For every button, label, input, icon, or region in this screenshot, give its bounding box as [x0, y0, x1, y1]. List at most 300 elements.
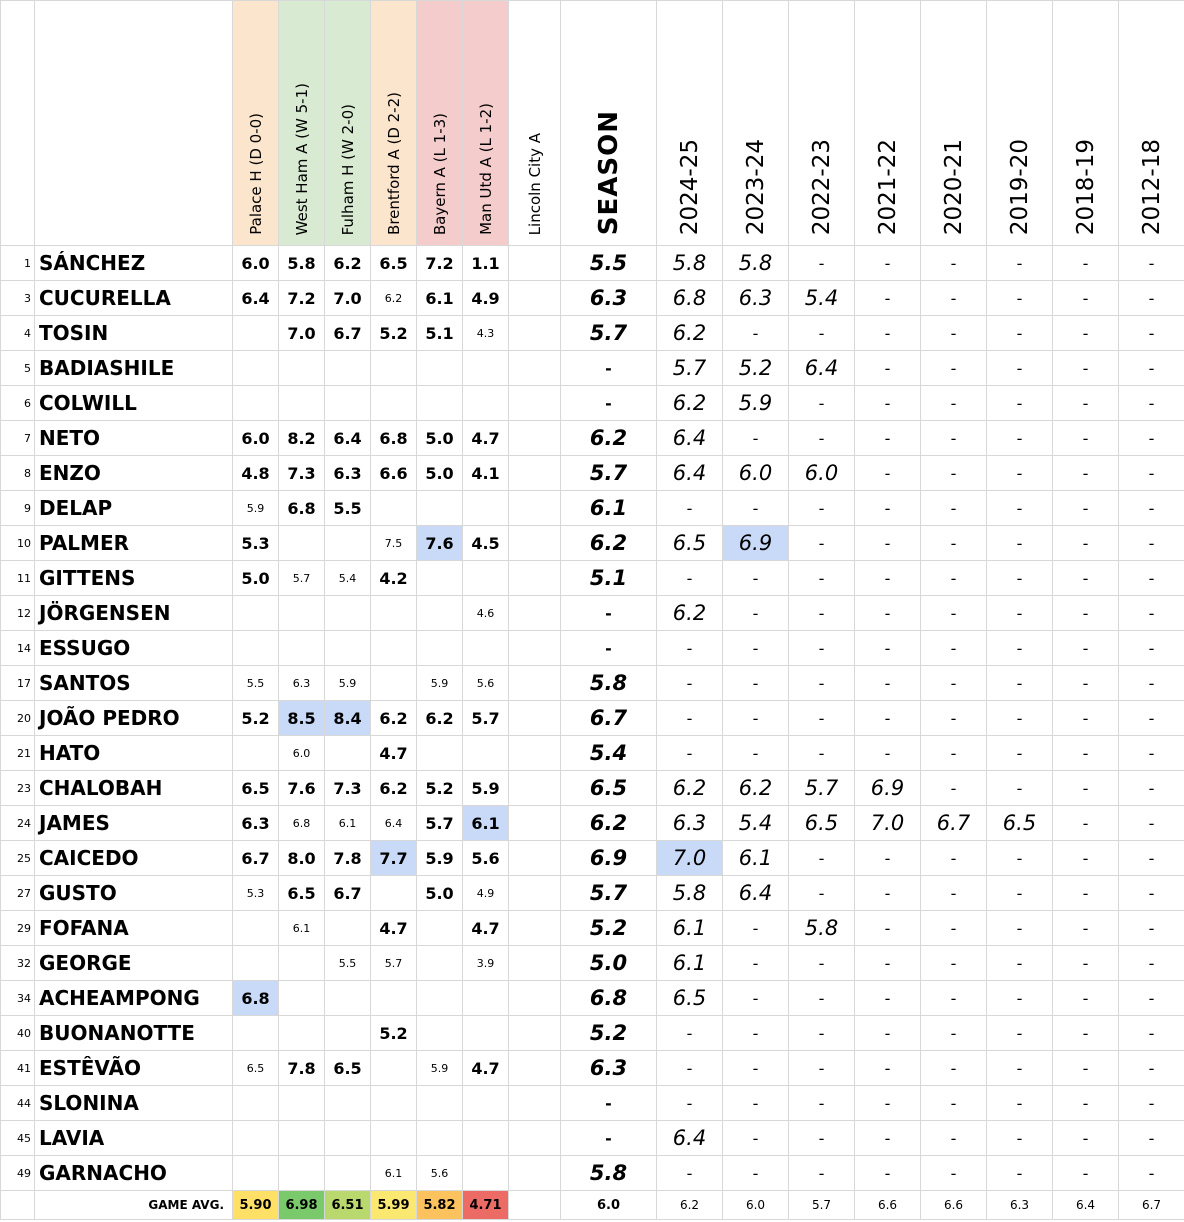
game-rating-cell[interactable] [371, 1121, 417, 1156]
game-rating-cell[interactable]: 6.6 [371, 456, 417, 491]
player-name[interactable]: HATO [35, 736, 233, 771]
year-rating-cell[interactable]: 6.1 [657, 946, 723, 981]
game-rating-cell[interactable] [509, 1156, 561, 1191]
player-name[interactable]: ACHEAMPONG [35, 981, 233, 1016]
squad-number[interactable]: 23 [1, 771, 35, 806]
game-rating-cell[interactable]: 5.2 [371, 1016, 417, 1051]
game-rating-cell[interactable] [463, 1016, 509, 1051]
game-rating-cell[interactable] [509, 421, 561, 456]
game-rating-cell[interactable] [417, 911, 463, 946]
year-rating-cell[interactable]: - [855, 526, 921, 561]
player-name[interactable]: CUCURELLA [35, 281, 233, 316]
year-rating-cell[interactable]: - [1119, 736, 1184, 771]
year-rating-cell[interactable]: 6.4 [723, 876, 789, 911]
game-rating-cell[interactable]: 5.2 [233, 701, 279, 736]
player-name[interactable]: JÖRGENSEN [35, 596, 233, 631]
year-rating-cell[interactable]: - [1053, 1051, 1119, 1086]
year-rating-cell[interactable]: - [1053, 561, 1119, 596]
year-rating-cell[interactable]: - [1053, 946, 1119, 981]
year-rating-cell[interactable]: - [855, 666, 921, 701]
year-rating-cell[interactable]: 6.3 [723, 281, 789, 316]
game-rating-cell[interactable]: 6.1 [463, 806, 509, 841]
season-rating-cell[interactable]: 5.7 [561, 456, 657, 491]
year-rating-cell[interactable]: - [1053, 631, 1119, 666]
game-rating-cell[interactable] [233, 946, 279, 981]
year-rating-cell[interactable]: - [921, 281, 987, 316]
year-rating-cell[interactable]: - [1119, 771, 1184, 806]
game-rating-cell[interactable] [233, 1121, 279, 1156]
game-rating-cell[interactable] [417, 386, 463, 421]
game-rating-cell[interactable] [325, 631, 371, 666]
game-rating-cell[interactable]: 5.9 [233, 491, 279, 526]
squad-number[interactable]: 10 [1, 526, 35, 561]
season-rating-cell[interactable]: 5.4 [561, 736, 657, 771]
season-rating-cell[interactable]: - [561, 386, 657, 421]
year-rating-cell[interactable]: - [1119, 246, 1184, 281]
game-average-cell[interactable]: 6.51 [325, 1191, 371, 1220]
year-rating-cell[interactable]: - [1119, 1121, 1184, 1156]
year-header[interactable] [723, 1, 789, 246]
game-rating-cell[interactable] [371, 1086, 417, 1121]
game-average-cell[interactable]: 4.71 [463, 1191, 509, 1220]
squad-number[interactable]: 3 [1, 281, 35, 316]
game-rating-cell[interactable] [279, 946, 325, 981]
game-rating-cell[interactable]: 4.7 [463, 1051, 509, 1086]
year-rating-cell[interactable]: - [1119, 561, 1184, 596]
year-rating-cell[interactable]: - [789, 1051, 855, 1086]
game-rating-cell[interactable]: 6.5 [233, 1051, 279, 1086]
year-header[interactable] [987, 1, 1053, 246]
year-rating-cell[interactable]: 6.5 [657, 981, 723, 1016]
year-rating-cell[interactable]: - [1119, 806, 1184, 841]
year-rating-cell[interactable]: - [723, 701, 789, 736]
year-rating-cell[interactable]: - [657, 491, 723, 526]
game-rating-cell[interactable] [509, 386, 561, 421]
year-rating-cell[interactable]: - [789, 1156, 855, 1191]
year-rating-cell[interactable]: 6.4 [789, 351, 855, 386]
game-rating-cell[interactable] [463, 561, 509, 596]
year-rating-cell[interactable]: 6.2 [723, 771, 789, 806]
squad-number[interactable]: 32 [1, 946, 35, 981]
game-rating-cell[interactable] [509, 246, 561, 281]
year-rating-cell[interactable]: - [789, 876, 855, 911]
year-rating-cell[interactable]: - [987, 946, 1053, 981]
game-rating-cell[interactable] [509, 701, 561, 736]
year-header[interactable] [1119, 1, 1184, 246]
game-rating-cell[interactable]: 5.9 [417, 666, 463, 701]
game-rating-cell[interactable]: 5.9 [463, 771, 509, 806]
squad-number[interactable]: 14 [1, 631, 35, 666]
year-rating-cell[interactable]: - [921, 981, 987, 1016]
season-rating-cell[interactable]: 6.2 [561, 806, 657, 841]
game-rating-cell[interactable] [509, 1086, 561, 1121]
game-rating-cell[interactable] [417, 1016, 463, 1051]
game-rating-cell[interactable] [233, 386, 279, 421]
game-rating-cell[interactable]: 5.3 [233, 876, 279, 911]
year-rating-cell[interactable]: - [723, 1086, 789, 1121]
year-rating-cell[interactable]: - [1119, 911, 1184, 946]
game-rating-cell[interactable] [509, 911, 561, 946]
player-name[interactable]: JAMES [35, 806, 233, 841]
game-rating-cell[interactable] [509, 281, 561, 316]
game-rating-cell[interactable]: 5.0 [233, 561, 279, 596]
game-rating-cell[interactable] [233, 911, 279, 946]
year-rating-cell[interactable]: - [855, 1016, 921, 1051]
player-name[interactable]: PALMER [35, 526, 233, 561]
year-rating-cell[interactable]: - [987, 631, 1053, 666]
year-rating-cell[interactable]: - [657, 701, 723, 736]
year-rating-cell[interactable]: - [1053, 246, 1119, 281]
year-rating-cell[interactable]: - [921, 596, 987, 631]
year-rating-cell[interactable]: 6.1 [723, 841, 789, 876]
year-rating-cell[interactable]: - [723, 1156, 789, 1191]
year-rating-cell[interactable]: - [723, 1051, 789, 1086]
game-rating-cell[interactable]: 4.1 [463, 456, 509, 491]
year-rating-cell[interactable]: 6.2 [657, 596, 723, 631]
year-rating-cell[interactable]: - [987, 841, 1053, 876]
game-rating-cell[interactable]: 6.1 [279, 911, 325, 946]
game-rating-cell[interactable] [325, 386, 371, 421]
year-rating-cell[interactable]: - [789, 1086, 855, 1121]
game-rating-cell[interactable]: 6.7 [325, 316, 371, 351]
player-name[interactable]: LAVIA [35, 1121, 233, 1156]
year-rating-cell[interactable]: - [921, 456, 987, 491]
year-rating-cell[interactable]: - [855, 281, 921, 316]
season-rating-cell[interactable]: 5.0 [561, 946, 657, 981]
game-rating-cell[interactable]: 6.8 [233, 981, 279, 1016]
game-rating-cell[interactable]: 7.8 [279, 1051, 325, 1086]
year-rating-cell[interactable]: - [1053, 1121, 1119, 1156]
player-name[interactable]: JOÃO PEDRO [35, 701, 233, 736]
year-rating-cell[interactable]: 5.9 [723, 386, 789, 421]
game-rating-cell[interactable]: 6.8 [371, 421, 417, 456]
season-rating-cell[interactable]: 6.3 [561, 281, 657, 316]
year-rating-cell[interactable]: - [987, 456, 1053, 491]
year-rating-cell[interactable]: - [1053, 1016, 1119, 1051]
game-rating-cell[interactable]: 5.8 [279, 246, 325, 281]
year-rating-cell[interactable]: - [1119, 1016, 1184, 1051]
game-rating-cell[interactable]: 5.2 [371, 316, 417, 351]
season-rating-cell[interactable]: 5.7 [561, 316, 657, 351]
year-rating-cell[interactable]: 6.4 [657, 456, 723, 491]
squad-number[interactable]: 11 [1, 561, 35, 596]
season-rating-cell[interactable]: - [561, 1121, 657, 1156]
game-rating-cell[interactable] [371, 596, 417, 631]
year-rating-cell[interactable]: 6.4 [657, 421, 723, 456]
game-rating-cell[interactable]: 4.8 [233, 456, 279, 491]
year-rating-cell[interactable]: - [1053, 1086, 1119, 1121]
squad-number[interactable]: 29 [1, 911, 35, 946]
year-rating-cell[interactable]: - [1119, 981, 1184, 1016]
year-rating-cell[interactable]: 5.7 [789, 771, 855, 806]
year-rating-cell[interactable]: - [855, 316, 921, 351]
game-rating-cell[interactable] [371, 351, 417, 386]
game-rating-cell[interactable]: 5.1 [417, 316, 463, 351]
game-rating-cell[interactable]: 5.0 [417, 421, 463, 456]
season-rating-cell[interactable]: 6.7 [561, 701, 657, 736]
year-rating-cell[interactable]: - [1119, 491, 1184, 526]
year-rating-cell[interactable]: - [723, 981, 789, 1016]
game-rating-cell[interactable] [325, 981, 371, 1016]
year-rating-cell[interactable]: 7.0 [657, 841, 723, 876]
year-rating-cell[interactable]: - [855, 1086, 921, 1121]
squad-number[interactable]: 4 [1, 316, 35, 351]
game-rating-cell[interactable] [509, 491, 561, 526]
year-rating-cell[interactable]: - [987, 491, 1053, 526]
game-rating-cell[interactable]: 4.6 [463, 596, 509, 631]
game-rating-cell[interactable] [325, 1016, 371, 1051]
year-rating-cell[interactable]: - [789, 386, 855, 421]
year-rating-cell[interactable]: - [921, 876, 987, 911]
year-rating-cell[interactable]: 6.9 [855, 771, 921, 806]
year-rating-cell[interactable]: - [921, 736, 987, 771]
game-rating-cell[interactable] [509, 456, 561, 491]
year-rating-cell[interactable]: - [921, 1121, 987, 1156]
year-rating-cell[interactable]: - [855, 631, 921, 666]
year-rating-cell[interactable]: - [855, 911, 921, 946]
year-rating-cell[interactable]: - [1053, 421, 1119, 456]
year-rating-cell[interactable]: - [657, 1086, 723, 1121]
squad-number[interactable]: 17 [1, 666, 35, 701]
year-rating-cell[interactable]: 5.8 [657, 876, 723, 911]
game-rating-cell[interactable]: 7.6 [417, 526, 463, 561]
year-rating-cell[interactable]: - [1053, 316, 1119, 351]
year-rating-cell[interactable]: - [921, 246, 987, 281]
game-rating-cell[interactable] [325, 1156, 371, 1191]
player-name[interactable]: CAICEDO [35, 841, 233, 876]
game-rating-cell[interactable] [463, 491, 509, 526]
game-rating-cell[interactable] [279, 596, 325, 631]
year-rating-cell[interactable]: - [855, 876, 921, 911]
year-rating-cell[interactable]: - [1119, 421, 1184, 456]
year-rating-cell[interactable]: 6.8 [657, 281, 723, 316]
year-rating-cell[interactable]: - [921, 561, 987, 596]
game-rating-cell[interactable]: 5.5 [325, 946, 371, 981]
year-rating-cell[interactable]: - [1053, 281, 1119, 316]
year-rating-cell[interactable]: 6.1 [657, 911, 723, 946]
year-rating-cell[interactable]: - [921, 316, 987, 351]
year-average-cell[interactable]: 5.7 [789, 1191, 855, 1220]
year-rating-cell[interactable]: - [1053, 806, 1119, 841]
game-rating-cell[interactable] [509, 316, 561, 351]
game-rating-cell[interactable] [233, 351, 279, 386]
game-rating-cell[interactable]: 6.2 [371, 771, 417, 806]
year-rating-cell[interactable]: - [987, 421, 1053, 456]
year-rating-cell[interactable]: - [789, 421, 855, 456]
year-rating-cell[interactable]: - [987, 876, 1053, 911]
year-rating-cell[interactable]: - [987, 981, 1053, 1016]
year-rating-cell[interactable]: - [789, 701, 855, 736]
year-rating-cell[interactable]: - [855, 1156, 921, 1191]
game-rating-cell[interactable] [371, 386, 417, 421]
game-rating-cell[interactable] [509, 526, 561, 561]
year-rating-cell[interactable]: - [789, 946, 855, 981]
year-rating-cell[interactable]: - [1119, 1156, 1184, 1191]
year-header[interactable] [789, 1, 855, 246]
game-rating-cell[interactable] [509, 946, 561, 981]
year-rating-cell[interactable]: - [1053, 736, 1119, 771]
year-rating-cell[interactable]: - [855, 561, 921, 596]
game-rating-cell[interactable]: 6.2 [371, 281, 417, 316]
year-rating-cell[interactable]: - [723, 316, 789, 351]
game-rating-cell[interactable] [325, 1121, 371, 1156]
season-rating-cell[interactable]: 6.9 [561, 841, 657, 876]
game-header[interactable] [371, 1, 417, 246]
game-rating-cell[interactable] [463, 981, 509, 1016]
game-rating-cell[interactable] [325, 736, 371, 771]
game-rating-cell[interactable]: 8.0 [279, 841, 325, 876]
year-rating-cell[interactable]: - [987, 771, 1053, 806]
game-header[interactable] [509, 1, 561, 246]
game-rating-cell[interactable] [417, 981, 463, 1016]
game-rating-cell[interactable] [233, 631, 279, 666]
year-rating-cell[interactable]: - [1119, 1051, 1184, 1086]
game-rating-cell[interactable]: 6.0 [233, 246, 279, 281]
year-rating-cell[interactable]: - [987, 561, 1053, 596]
year-rating-cell[interactable]: - [723, 561, 789, 596]
game-rating-cell[interactable] [417, 946, 463, 981]
game-rating-cell[interactable]: 6.4 [371, 806, 417, 841]
year-rating-cell[interactable]: - [987, 316, 1053, 351]
year-rating-cell[interactable]: - [1119, 316, 1184, 351]
player-name[interactable]: COLWILL [35, 386, 233, 421]
game-rating-cell[interactable]: 5.5 [325, 491, 371, 526]
year-rating-cell[interactable]: - [987, 666, 1053, 701]
year-rating-cell[interactable]: - [1119, 596, 1184, 631]
year-rating-cell[interactable]: - [921, 386, 987, 421]
year-rating-cell[interactable]: - [987, 526, 1053, 561]
year-rating-cell[interactable]: - [1053, 491, 1119, 526]
player-name[interactable]: NETO [35, 421, 233, 456]
game-rating-cell[interactable] [325, 596, 371, 631]
game-rating-cell[interactable] [279, 1016, 325, 1051]
game-rating-cell[interactable] [509, 841, 561, 876]
year-rating-cell[interactable]: 6.0 [723, 456, 789, 491]
game-rating-cell[interactable]: 6.8 [279, 806, 325, 841]
game-rating-cell[interactable] [279, 386, 325, 421]
year-rating-cell[interactable]: - [789, 666, 855, 701]
game-rating-cell[interactable]: 6.1 [371, 1156, 417, 1191]
game-rating-cell[interactable] [279, 526, 325, 561]
game-rating-cell[interactable]: 5.7 [279, 561, 325, 596]
game-rating-cell[interactable] [417, 1086, 463, 1121]
year-rating-cell[interactable]: - [1053, 596, 1119, 631]
year-rating-cell[interactable]: - [921, 771, 987, 806]
season-rating-cell[interactable]: 6.1 [561, 491, 657, 526]
game-rating-cell[interactable]: 6.3 [233, 806, 279, 841]
game-rating-cell[interactable] [509, 631, 561, 666]
season-rating-cell[interactable]: 6.2 [561, 421, 657, 456]
game-rating-cell[interactable] [463, 386, 509, 421]
player-name[interactable]: ENZO [35, 456, 233, 491]
season-rating-cell[interactable]: 5.2 [561, 1016, 657, 1051]
year-rating-cell[interactable]: - [855, 491, 921, 526]
game-rating-cell[interactable]: 5.0 [417, 876, 463, 911]
year-rating-cell[interactable]: 6.0 [789, 456, 855, 491]
game-rating-cell[interactable] [463, 631, 509, 666]
game-rating-cell[interactable] [371, 491, 417, 526]
year-rating-cell[interactable]: - [855, 351, 921, 386]
game-rating-cell[interactable]: 7.6 [279, 771, 325, 806]
game-rating-cell[interactable]: 6.7 [325, 876, 371, 911]
year-rating-cell[interactable]: - [855, 946, 921, 981]
year-rating-cell[interactable]: - [921, 1016, 987, 1051]
year-rating-cell[interactable]: 6.4 [657, 1121, 723, 1156]
game-rating-cell[interactable]: 5.9 [417, 841, 463, 876]
game-average-cell[interactable]: 5.90 [233, 1191, 279, 1220]
game-rating-cell[interactable]: 6.5 [325, 1051, 371, 1086]
player-name[interactable]: GITTENS [35, 561, 233, 596]
player-name[interactable]: SLONINA [35, 1086, 233, 1121]
squad-number[interactable]: 24 [1, 806, 35, 841]
season-rating-cell[interactable]: 6.8 [561, 981, 657, 1016]
year-rating-cell[interactable]: - [987, 736, 1053, 771]
year-rating-cell[interactable]: - [789, 246, 855, 281]
squad-number[interactable]: 21 [1, 736, 35, 771]
year-rating-cell[interactable]: - [855, 246, 921, 281]
year-rating-cell[interactable]: - [657, 1051, 723, 1086]
player-name[interactable]: BADIASHILE [35, 351, 233, 386]
game-rating-cell[interactable]: 5.7 [463, 701, 509, 736]
game-rating-cell[interactable]: 7.0 [325, 281, 371, 316]
year-average-cell[interactable]: 6.0 [723, 1191, 789, 1220]
game-rating-cell[interactable]: 7.5 [371, 526, 417, 561]
year-rating-cell[interactable]: - [921, 1051, 987, 1086]
game-rating-cell[interactable] [371, 666, 417, 701]
game-rating-cell[interactable] [509, 561, 561, 596]
season-average-cell[interactable]: 6.0 [561, 1191, 657, 1220]
year-rating-cell[interactable]: - [855, 386, 921, 421]
game-rating-cell[interactable]: 4.7 [371, 911, 417, 946]
game-rating-cell[interactable]: 6.5 [371, 246, 417, 281]
year-rating-cell[interactable]: - [1119, 631, 1184, 666]
year-rating-cell[interactable]: - [987, 1086, 1053, 1121]
game-rating-cell[interactable]: 6.0 [279, 736, 325, 771]
game-rating-cell[interactable]: 5.0 [417, 456, 463, 491]
game-rating-cell[interactable] [417, 1121, 463, 1156]
game-rating-cell[interactable]: 6.7 [233, 841, 279, 876]
year-rating-cell[interactable]: - [987, 1051, 1053, 1086]
year-rating-cell[interactable]: - [921, 491, 987, 526]
season-rating-cell[interactable]: - [561, 351, 657, 386]
game-rating-cell[interactable] [233, 1086, 279, 1121]
game-rating-cell[interactable]: 6.2 [417, 701, 463, 736]
year-rating-cell[interactable]: - [657, 736, 723, 771]
year-rating-cell[interactable]: - [921, 1086, 987, 1121]
squad-number[interactable]: 20 [1, 701, 35, 736]
game-rating-cell[interactable] [371, 981, 417, 1016]
year-rating-cell[interactable]: - [1053, 526, 1119, 561]
game-header[interactable] [279, 1, 325, 246]
squad-number[interactable]: 8 [1, 456, 35, 491]
year-rating-cell[interactable]: 6.2 [657, 316, 723, 351]
name-header-cell[interactable] [35, 1, 233, 246]
game-rating-cell[interactable]: 5.6 [417, 1156, 463, 1191]
season-rating-cell[interactable]: 5.5 [561, 246, 657, 281]
year-rating-cell[interactable]: - [1053, 841, 1119, 876]
year-rating-cell[interactable]: - [789, 841, 855, 876]
game-rating-cell[interactable]: 5.5 [233, 666, 279, 701]
year-header[interactable] [921, 1, 987, 246]
year-rating-cell[interactable]: 7.0 [855, 806, 921, 841]
game-rating-cell[interactable]: 1.1 [463, 246, 509, 281]
game-rating-cell[interactable]: 4.3 [463, 316, 509, 351]
game-rating-cell[interactable]: 6.2 [371, 701, 417, 736]
year-average-cell[interactable]: 6.2 [657, 1191, 723, 1220]
player-name[interactable]: GUSTO [35, 876, 233, 911]
year-rating-cell[interactable]: - [855, 981, 921, 1016]
game-rating-cell[interactable]: 7.7 [371, 841, 417, 876]
